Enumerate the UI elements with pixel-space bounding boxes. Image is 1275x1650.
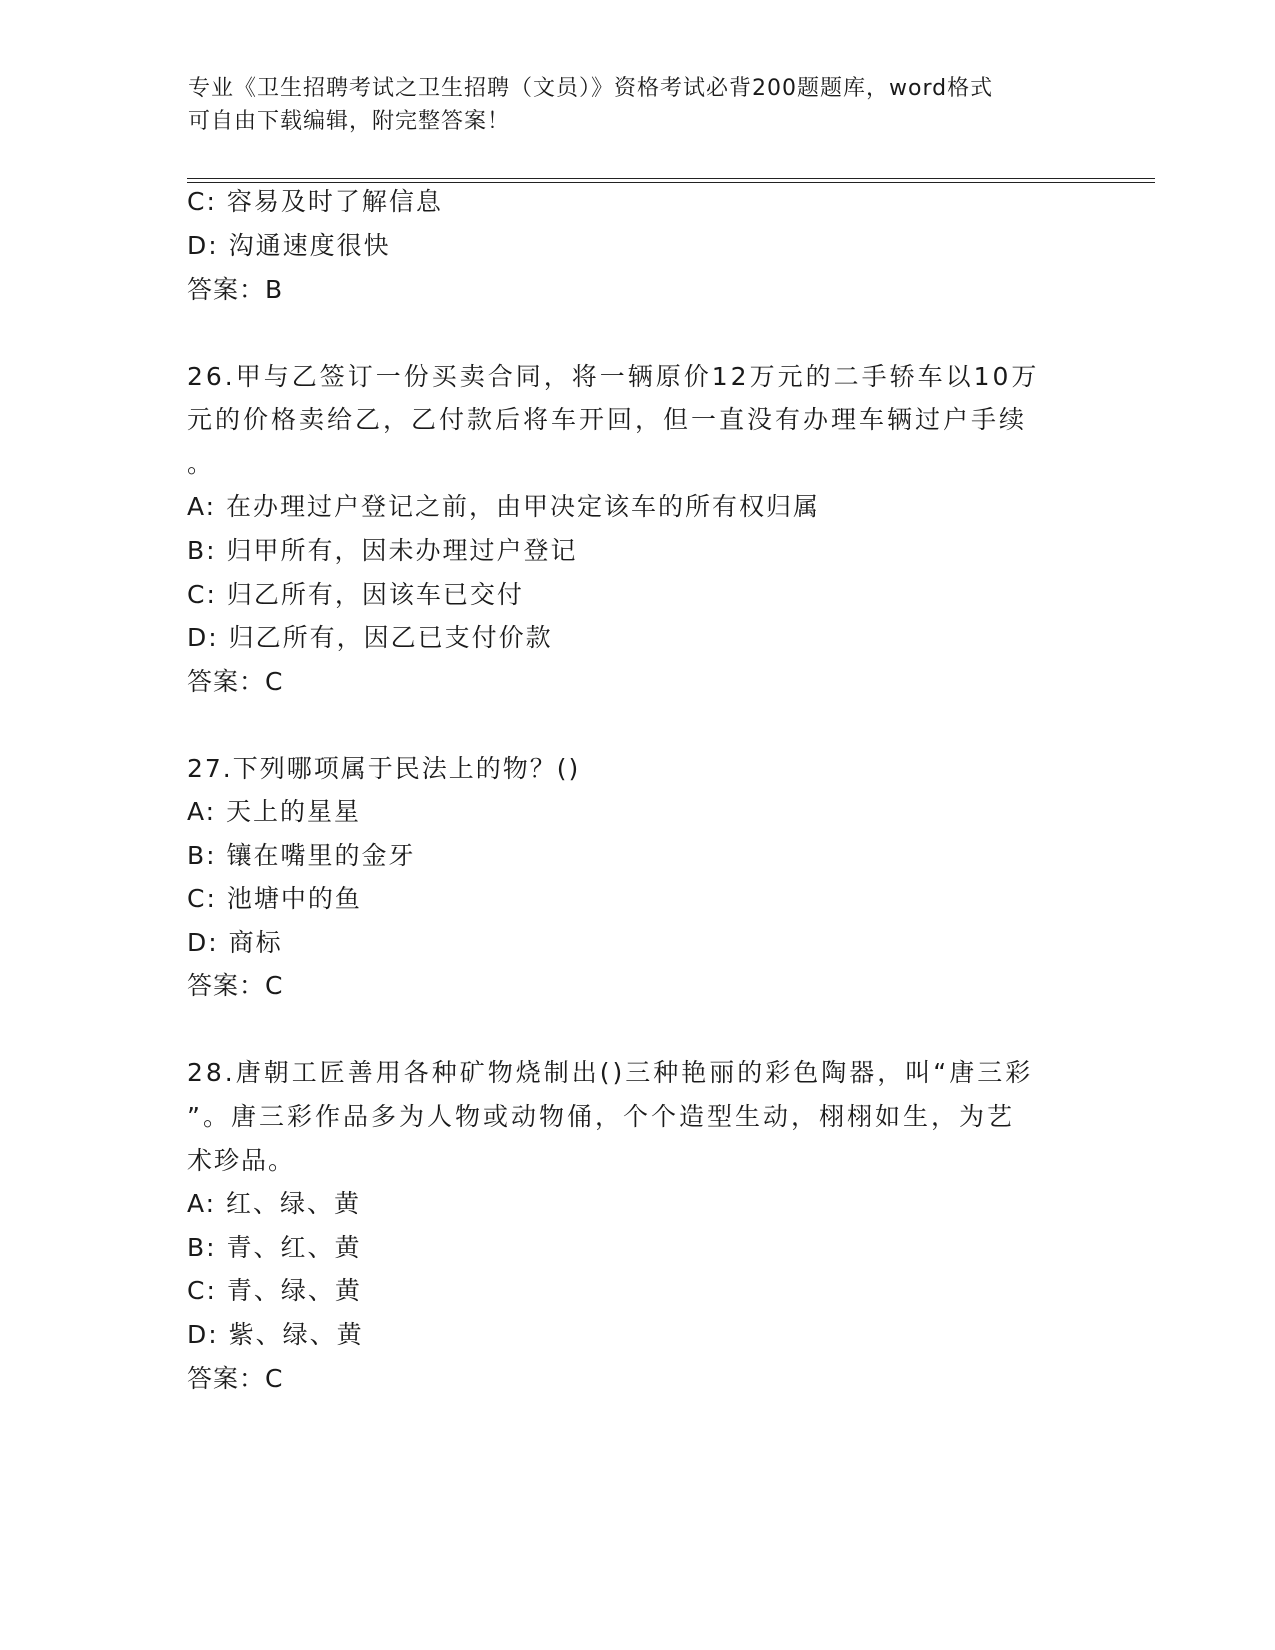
q27-stem-line1: 27.下列哪项属于民法上的物？() [187, 754, 581, 783]
q25-option-d: D: 沟通速度很快 [187, 231, 391, 260]
q27-option-b: B: 镶在嘴里的金牙 [187, 841, 416, 870]
q28-option-d: D: 紫、绿、黄 [187, 1320, 364, 1349]
header-title-line2: 可自由下载编辑，附完整答案！ [188, 109, 511, 134]
q28-stem-line3: 术珍品。 [187, 1146, 296, 1175]
q26-answer: 答案：C [187, 667, 284, 696]
q26-stem-line3: 。 [187, 449, 215, 478]
q28-option-b: B: 青、红、黄 [187, 1233, 362, 1262]
q28-option-c: C: 青、绿、黄 [187, 1276, 362, 1305]
q25-answer: 答案：B [187, 275, 284, 304]
document-header [188, 72, 1068, 138]
q27-answer: 答案：C [187, 971, 284, 1000]
header-title-line1: 专业《卫生招聘考试之卫生招聘（文员）》资格考试必背200题题库，word格式 [188, 76, 994, 101]
q26-stem-line2: 元的价格卖给乙，乙付款后将车开回，但一直没有办理车辆过户手续 [187, 405, 1028, 434]
q27-option-c: C: 池塘中的鱼 [187, 884, 362, 913]
q26-stem-line1: 26.甲与乙签订一份买卖合同，将一辆原价12万元的二手轿车以10万 [187, 362, 1040, 391]
q26-option-a: A: 在办理过户登记之前，由甲决定该车的所有权归属 [187, 492, 821, 521]
q28-option-a: A: 红、绿、黄 [187, 1189, 362, 1218]
header-divider-bottom [187, 182, 1155, 183]
q27-option-d: D: 商标 [187, 928, 283, 957]
q26-option-b: B: 归甲所有，因未办理过户登记 [187, 536, 578, 565]
q28-stem-line1: 28.唐朝工匠善用各种矿物烧制出()三种艳丽的彩色陶器，叫“唐三彩 [187, 1058, 1034, 1087]
q28-stem-line2: ”。唐三彩作品多为人物或动物俑，个个造型生动，栩栩如生，为艺 [187, 1102, 1015, 1131]
header-divider-top [187, 178, 1155, 179]
q26-option-d: D: 归乙所有，因乙已支付价款 [187, 623, 553, 652]
q28-answer: 答案：C [187, 1364, 284, 1393]
q27-option-a: A: 天上的星星 [187, 797, 362, 826]
q26-option-c: C: 归乙所有，因该车已交付 [187, 580, 524, 609]
q25-option-c: C: 容易及时了解信息 [187, 187, 443, 216]
